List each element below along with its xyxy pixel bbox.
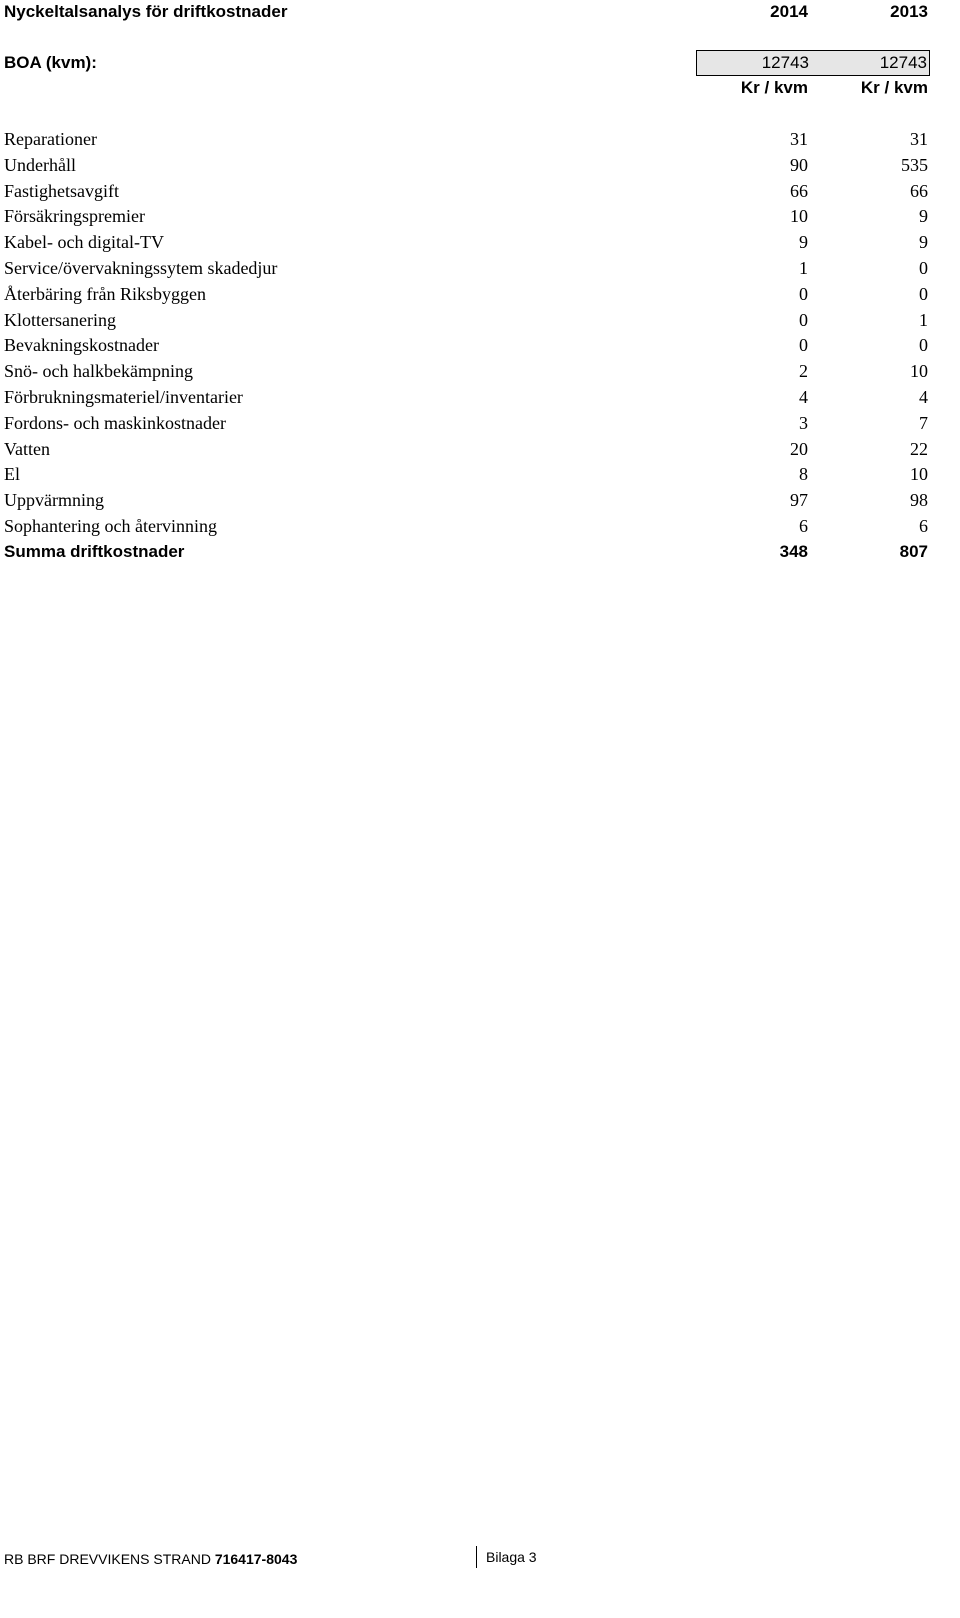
row-value-2014: 90 — [790, 154, 808, 175]
row-value-2013: 9 — [919, 206, 928, 227]
row-value-2014: 97 — [790, 490, 808, 511]
table-row — [4, 255, 928, 281]
row-label: Förbrukningsmateriel/inventarier — [4, 386, 243, 407]
row-value-2014: 31 — [790, 129, 808, 149]
row-value-2013: 9 — [919, 232, 928, 253]
row-value-2014: 1 — [799, 257, 808, 278]
row-label: Uppvärmning — [4, 490, 104, 511]
page-footer — [0, 1546, 960, 1576]
boa-value-box — [696, 50, 930, 76]
footer-divider — [476, 1546, 477, 1568]
row-label: Underhåll — [4, 154, 76, 175]
row-value-2013: 7 — [919, 412, 928, 433]
total-row — [4, 539, 928, 565]
row-value-2014: 8 — [799, 464, 808, 485]
row-value-2014: 10 — [790, 206, 808, 227]
row-value-2013: 31 — [910, 129, 928, 149]
organization-name: RB BRF DREVVIKENS STRAND — [4, 1551, 211, 1567]
table-row — [4, 410, 928, 436]
total-label: Summa driftkostnader — [4, 542, 185, 561]
table-row — [4, 436, 928, 462]
table-row — [4, 461, 928, 487]
total-value-2014: 348 — [779, 542, 808, 561]
boa-row — [4, 50, 928, 76]
row-value-2014: 66 — [790, 180, 808, 201]
row-label: El — [4, 464, 20, 485]
row-value-2013: 6 — [919, 515, 928, 536]
table-row — [4, 203, 928, 229]
row-value-2013: 1 — [919, 309, 928, 330]
unit-row — [4, 76, 928, 100]
year-column-2: 2013 — [890, 2, 928, 21]
footer-organization — [4, 1550, 297, 1568]
unit-column-2: Kr / kvm — [860, 78, 928, 97]
table-row — [4, 152, 928, 178]
row-value-2013: 66 — [910, 180, 928, 201]
row-label: Sophantering och återvinning — [4, 515, 217, 536]
total-value-2013: 807 — [899, 542, 928, 561]
row-label: Kabel- och digital-TV — [4, 232, 164, 253]
row-value-2014: 0 — [799, 335, 808, 356]
row-value-2014: 20 — [790, 438, 808, 459]
report-header — [4, 0, 928, 24]
table-row — [4, 178, 928, 204]
row-label: Snö- och halkbekämpning — [4, 361, 193, 382]
row-value-2014: 3 — [799, 412, 808, 433]
row-label: Fordons- och maskinkostnader — [4, 412, 226, 433]
table-row — [4, 332, 928, 358]
row-label: Fastighetsavgift — [4, 180, 119, 201]
attachment-label: Bilaga 3 — [486, 1549, 537, 1565]
row-value-2014: 0 — [799, 283, 808, 304]
row-value-2014: 0 — [799, 309, 808, 330]
row-label: Återbäring från Riksbyggen — [4, 283, 206, 304]
row-value-2013: 22 — [910, 438, 928, 459]
row-label: Försäkringspremier — [4, 206, 145, 227]
table-row — [4, 487, 928, 513]
boa-value-2: 12743 — [879, 53, 927, 72]
row-value-2014: 4 — [799, 386, 808, 407]
row-value-2013: 10 — [910, 361, 928, 382]
organization-number: 716417-8043 — [214, 1551, 298, 1567]
row-label: Vatten — [4, 438, 50, 459]
boa-label: BOA (kvm): — [4, 53, 97, 72]
row-value-2013: 4 — [919, 386, 928, 407]
table-row — [4, 229, 928, 255]
row-value-2013: 10 — [910, 464, 928, 485]
table-row — [4, 384, 928, 410]
row-label: Reparationer — [4, 129, 97, 149]
boa-value-1: 12743 — [761, 53, 809, 72]
row-value-2013: 98 — [910, 490, 928, 511]
unit-column-1: Kr / kvm — [740, 78, 808, 97]
row-value-2014: 2 — [799, 361, 808, 382]
table-row — [4, 307, 928, 333]
row-value-2013: 0 — [919, 257, 928, 278]
table-row — [4, 126, 928, 152]
row-value-2013: 0 — [919, 283, 928, 304]
report-title: Nyckeltalsanalys för driftkostnader — [4, 2, 288, 21]
row-value-2013: 535 — [901, 154, 928, 175]
row-label: Klottersanering — [4, 309, 116, 330]
row-value-2014: 6 — [799, 515, 808, 536]
row-label: Bevakningskostnader — [4, 335, 159, 356]
cost-table — [4, 126, 928, 539]
row-value-2013: 0 — [919, 335, 928, 356]
row-value-2014: 9 — [799, 232, 808, 253]
row-label: Service/övervakningssytem skadedjur — [4, 257, 278, 278]
table-row — [4, 513, 928, 539]
table-row — [4, 358, 928, 384]
year-column-1: 2014 — [770, 2, 808, 21]
table-row — [4, 281, 928, 307]
